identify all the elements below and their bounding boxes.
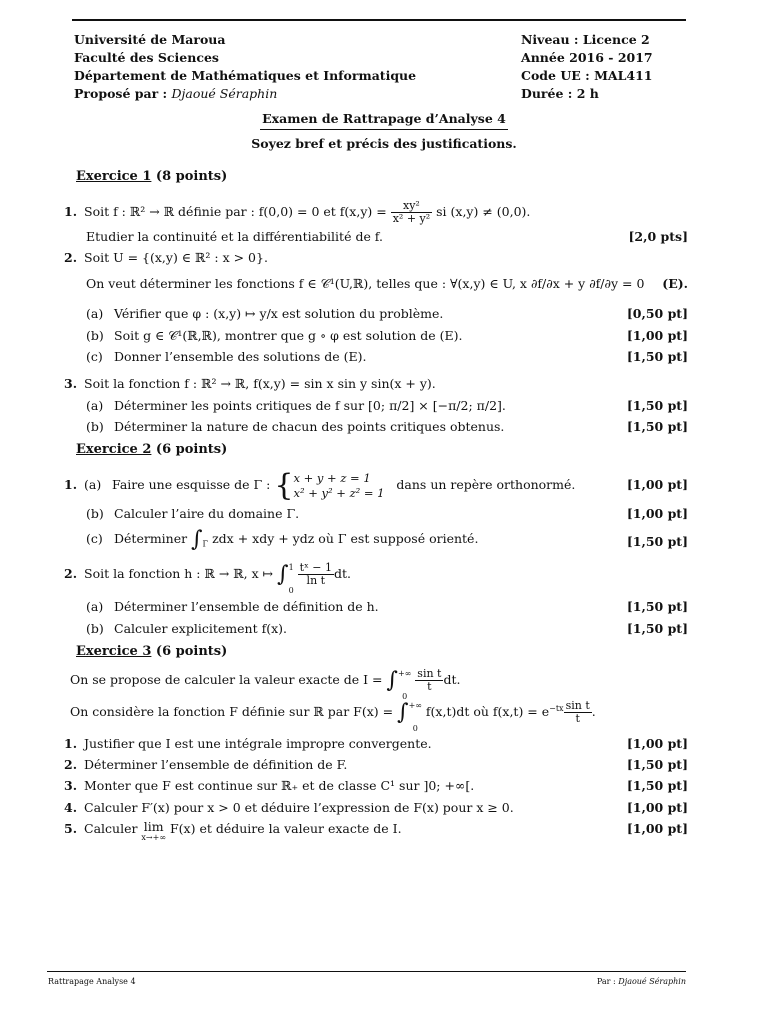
faculty-name: Faculté des Sciences: [74, 50, 219, 65]
question-points: [1,50 pt]: [626, 778, 688, 793]
sub-text: Donner l’ensemble des solutions de (E).: [114, 349, 367, 364]
question-number: 1.: [64, 736, 78, 751]
question-number: 4.: [64, 800, 78, 815]
ex1-q2c: [64, 349, 688, 364]
ex1-q2a: [64, 306, 688, 321]
upper-bound: +∞: [408, 701, 422, 710]
ex1-q2b: [64, 328, 688, 344]
system-brace: {: [274, 468, 294, 503]
ex3-function-def: f(x,t)dt où f(x,t) = e: [425, 704, 550, 719]
exponent: −tx: [549, 703, 564, 713]
question-text: Calculer: [84, 821, 138, 836]
ex3-intro-text: On se propose de calculer la valeur exacte de I =: [70, 672, 383, 687]
university-name: Université de Maroua: [74, 32, 226, 47]
sub-text: Déterminer l’ensemble de définition de h.: [114, 599, 379, 614]
exam-title-text: Examen de Rattrapage d’Analyse 4: [260, 111, 508, 130]
numerator: sin t: [417, 667, 442, 680]
differential: dt.: [443, 672, 461, 687]
academic-year: Année 2016 - 2017: [521, 50, 653, 65]
denominator: ln t: [306, 574, 326, 587]
sub-text: Vérifier que φ : (x,y) ↦ y/x est solution du problème.: [114, 306, 444, 321]
ex3-q3: [64, 778, 688, 793]
footer-rule: [47, 971, 686, 972]
sub-text: Déterminer les points critiques de f sur [0; π/2] × [−π/2; π/2].: [114, 398, 506, 413]
ex2-q2-fraction: [298, 562, 334, 587]
sub-label: (b): [86, 328, 104, 343]
integral-sign: ∫: [277, 562, 289, 587]
numerator: xy²: [391, 200, 432, 213]
ex1-q2: [64, 250, 688, 265]
sub-label: (a): [86, 398, 104, 413]
question-number: 1.: [64, 204, 78, 219]
exercise-3-points: (6 points): [151, 644, 228, 659]
ex3-intro-text: On considère la fonction F définie sur ℝ par F(x) =: [70, 704, 394, 719]
integral-bounds: [289, 562, 294, 596]
denominator: t: [427, 680, 432, 693]
author-name: Djaoué Séraphin: [171, 86, 278, 101]
differential: dt.: [333, 566, 351, 581]
sub-points: [1,50 pt]: [626, 621, 688, 636]
sub-label: (c): [86, 531, 103, 546]
lower-bound: 0: [288, 586, 294, 595]
limit-word: lim: [143, 819, 164, 834]
question-text: Monter que F est continue sur ℝ₊ et de classe C¹ sur ]0; +∞[.: [84, 778, 475, 793]
ex1-q2-eq-label: (E).: [662, 276, 688, 291]
sub-points: [1,00 pt]: [626, 506, 688, 521]
ex1-q1-text: Soit f : ℝ² → ℝ définie par : f(0,0) = 0 et f(x,y) =: [84, 204, 387, 219]
sub-label: (c): [86, 349, 103, 364]
header-institution: [74, 31, 416, 103]
sub-label: (b): [86, 621, 104, 636]
ex2-q2-text: Soit la fonction h : ℝ → ℝ, x ↦: [84, 566, 274, 581]
lower-bound: 0: [402, 692, 408, 701]
question-number: 3.: [64, 778, 78, 793]
integral-sign: ∫: [386, 668, 398, 693]
limit-subscript: x→+∞: [141, 833, 167, 842]
exercise-1-points: (8 points): [151, 169, 228, 184]
footer-author: Djaoué Séraphin: [618, 977, 686, 986]
denominator: t: [575, 712, 580, 725]
question-text-tail: F(x) et déduire la valeur exacte de I.: [170, 821, 402, 836]
exercise-3-heading: [76, 644, 227, 659]
sub-text: Faire une esquisse de Γ :: [112, 477, 271, 492]
question-text: Justifier que I est une intégrale impropre convergente.: [84, 736, 432, 751]
question-points: [1,00 pt]: [626, 736, 688, 751]
question-points: [1,00 pt]: [626, 821, 688, 836]
ex2-q1b: [64, 506, 688, 521]
question-points: [1,50 pt]: [626, 757, 688, 772]
ex2-q2a: [64, 599, 688, 614]
ex1-q3a: [64, 398, 688, 413]
limit-operator: [141, 821, 166, 843]
exercise-2-points: (6 points): [151, 442, 228, 457]
sub-text-tail: zdx + xdy + ydz où Γ est supposé orienté.: [212, 531, 479, 546]
sub-points: [1,50 pt]: [626, 534, 688, 549]
top-rule: [72, 19, 686, 21]
ex1-q2-line2: [64, 276, 688, 292]
ex1-q3: [64, 376, 688, 391]
ex1-q1-line2: [64, 229, 688, 244]
exercise-1-heading: [76, 169, 227, 184]
ex2-q2b: [64, 621, 688, 636]
equation-1: x + y + z = 1: [293, 470, 371, 485]
sub-label: (a): [86, 306, 104, 321]
integral-bounds: [409, 700, 422, 734]
sub-text: Déterminer la nature de chacun des points critiques obtenus.: [114, 419, 505, 434]
question-number: 2.: [64, 250, 78, 265]
ex2-q2: [64, 562, 688, 596]
header-course-info: [521, 31, 653, 103]
ex1-q2-text: Soit U = {(x,y) ∈ ℝ² : x > 0}.: [84, 250, 268, 265]
question-number: 1.: [64, 477, 78, 492]
ex3-intro-1: [70, 668, 694, 702]
question-number: 2.: [64, 566, 78, 581]
sub-label: (a): [86, 599, 104, 614]
question-number: 5.: [64, 821, 78, 836]
ex1-q3b: [64, 419, 688, 434]
question-points: [1,00 pt]: [626, 800, 688, 815]
sub-text: Soit g ∈ 𝒞¹(ℝ,ℝ), montrer que g ∘ φ est solution de (E).: [114, 328, 463, 343]
sub-text: Calculer l’aire du domaine Γ.: [114, 506, 300, 521]
ex3-intro-2: [70, 700, 694, 734]
ex3-kernel-fraction: [564, 700, 592, 725]
ex3-q1: [64, 736, 688, 751]
exercise-2-title: Exercice 2: [76, 442, 152, 457]
sub-points: [1,50 pt]: [626, 599, 688, 614]
question-number: 2.: [64, 757, 78, 772]
exercise-1-title: Exercice 1: [76, 169, 152, 184]
ex3-integrand: [415, 668, 443, 693]
system-of-equations: [293, 471, 384, 501]
sub-points: [1,50 pt]: [626, 349, 688, 364]
sub-points: [1,50 pt]: [626, 398, 688, 413]
level: Niveau : Licence 2: [521, 32, 650, 47]
exam-title: [0, 111, 768, 126]
duration: Durée : 2 h: [521, 86, 599, 101]
ex2-q1c: [64, 527, 688, 552]
footer-by: Par :: [596, 977, 619, 986]
sub-text-tail: dans un repère orthonormé.: [396, 477, 576, 492]
period: .: [591, 704, 596, 719]
denominator: x² + y²: [392, 212, 431, 225]
sub-points: [1,50 pt]: [626, 419, 688, 434]
upper-bound: 1: [288, 563, 294, 572]
sub-label: (b): [86, 419, 104, 434]
ex1-q1-points: [2,0 pts]: [628, 229, 688, 244]
numerator: sin t: [565, 699, 590, 712]
lower-bound: 0: [412, 724, 418, 733]
sub-points: [0,50 pt]: [626, 306, 688, 321]
numerator: tˣ − 1: [299, 561, 332, 574]
question-text: Calculer F′(x) pour x > 0 et déduire l’expression de F(x) pour x ≥ 0.: [84, 800, 514, 815]
ex1-q3-text: Soit la fonction f : ℝ² → ℝ, f(x,y) = sin x sin y sin(x + y).: [84, 376, 436, 391]
exam-instruction: Soyez bref et précis des justifications.: [251, 136, 517, 151]
department-name: Département de Mathématiques et Informatique: [74, 68, 417, 83]
exercise-2-heading: [76, 442, 227, 457]
integral-sign: ∫: [191, 527, 203, 552]
ex1-q1-text-tail: si (x,y) ≠ (0,0).: [432, 204, 531, 219]
exercise-3-title: Exercice 3: [76, 644, 152, 659]
upper-bound: +∞: [397, 669, 412, 678]
sub-text: Déterminer: [114, 531, 188, 546]
ex1-q1-fraction: [391, 200, 432, 225]
ex2-q1a: [64, 468, 688, 503]
ex3-q2: [64, 757, 688, 772]
ex1-q1-instruction: Etudier la continuité et la différentiabilité de f.: [86, 229, 383, 244]
ex3-q4: [64, 800, 688, 815]
sub-label: (a): [84, 477, 102, 492]
question-number: 3.: [64, 376, 78, 391]
integral-bounds: [398, 668, 411, 702]
equation-2: x² + y² + z² = 1: [293, 485, 385, 500]
ex3-q5: [64, 821, 688, 843]
author-line: [74, 85, 416, 103]
course-code: Code UE : MAL411: [521, 68, 653, 83]
footer-left: Rattrapage Analyse 4: [48, 977, 136, 986]
ex1-q2-equation: On veut déterminer les fonctions f ∈ 𝒞¹(U,ℝ), telles que : ∀(x,y) ∈ U, x ∂f/∂x + y ∂f/∂y = 0: [86, 276, 645, 291]
author-label: Proposé par :: [74, 86, 172, 101]
footer-right: [597, 977, 686, 986]
integral-sign: ∫: [397, 700, 409, 725]
ex1-q1: [64, 200, 688, 225]
sub-points: [1,00 pt]: [626, 328, 688, 343]
sub-label: (b): [86, 506, 104, 521]
question-text: Déterminer l’ensemble de définition de F.: [84, 757, 348, 772]
sub-text: Calculer explicitement f(x).: [114, 621, 287, 636]
sub-points: [1,00 pt]: [626, 477, 688, 492]
integral-domain: Γ: [202, 539, 209, 549]
